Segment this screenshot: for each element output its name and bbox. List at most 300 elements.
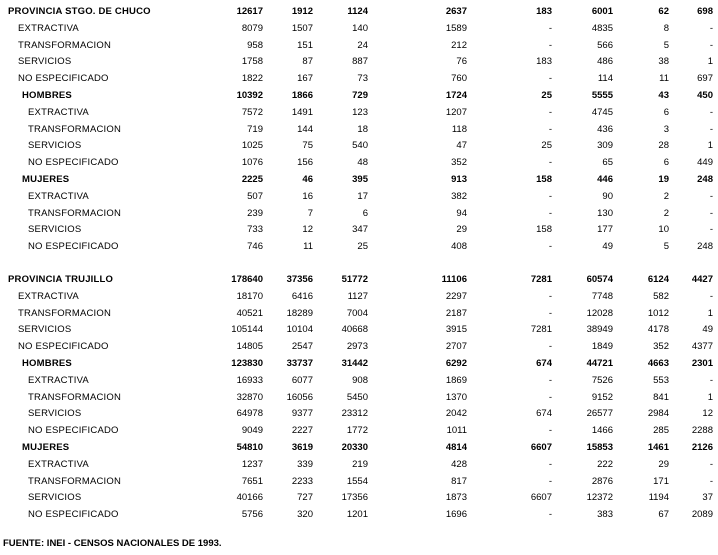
table-row [0, 121, 718, 138]
table-cell: 26577 [586, 408, 613, 420]
table-cell: 60574 [586, 274, 613, 285]
table-cell: 5555 [591, 90, 613, 101]
table-cell: - [548, 39, 552, 51]
table-cell: 2 [663, 207, 669, 219]
table-cell: 1696 [445, 509, 467, 521]
table-cell: 40521 [236, 307, 263, 319]
table-cell: 16056 [286, 391, 313, 403]
table-cell: 2547 [291, 341, 313, 353]
row-label: MUJERES [22, 442, 70, 453]
table-cell: 2126 [691, 442, 713, 453]
table-cell: 3915 [445, 324, 467, 336]
table-cell: 38 [658, 56, 669, 68]
table-cell: 1127 [347, 290, 368, 302]
table-cell: 46 [302, 174, 313, 185]
table-cell: 2984 [647, 408, 669, 420]
table-cell: 2288 [691, 425, 713, 437]
table-cell: 6001 [591, 6, 613, 17]
table-cell: 37 [702, 492, 713, 504]
table-cell: 24 [357, 39, 368, 51]
table-cell: 566 [597, 39, 613, 51]
table-cell: - [548, 157, 552, 169]
table-cell: - [548, 391, 552, 403]
table-cell: 6 [362, 207, 368, 219]
row-label: SERVICIOS [28, 492, 82, 504]
table-cell: 4814 [445, 442, 467, 453]
table-cell: 347 [352, 224, 368, 236]
table-cell: 8 [663, 22, 669, 34]
table-cell: 20330 [341, 442, 368, 453]
table-cell: 2707 [445, 341, 467, 353]
row-label: NO ESPECIFICADO [18, 73, 109, 85]
row-label: TRANSFORMACION [18, 39, 112, 51]
table-row [0, 271, 718, 288]
table-cell: 727 [297, 492, 313, 504]
table-cell: 6607 [530, 442, 552, 453]
table-cell: 90 [602, 190, 613, 202]
table-cell: 2 [663, 190, 669, 202]
table-row [0, 506, 718, 523]
row-label: SERVICIOS [18, 56, 72, 68]
table-cell: 248 [697, 241, 713, 253]
table-cell: 10 [658, 224, 669, 236]
table-cell: 2876 [591, 475, 613, 487]
table-cell: 6077 [291, 374, 313, 386]
table-cell: 222 [597, 458, 613, 470]
table-cell: 1772 [346, 425, 368, 437]
table-cell: 14805 [236, 341, 263, 353]
table-cell: - [548, 123, 552, 135]
row-label: SERVICIOS [28, 224, 82, 236]
table-cell: 7281 [530, 274, 552, 285]
table-cell: 7 [307, 207, 313, 219]
table-cell: 446 [597, 174, 613, 185]
row-label: NO ESPECIFICADO [28, 425, 119, 437]
table-cell: 8079 [241, 22, 263, 34]
table-cell: - [548, 106, 552, 118]
table-cell: 1012 [647, 307, 669, 319]
table-cell: 1589 [445, 22, 467, 34]
table-cell: 4427 [691, 274, 713, 285]
table-cell: 18170 [236, 290, 263, 302]
table-cell: 239 [247, 207, 263, 219]
table-cell: - [548, 509, 552, 521]
table-cell: 2187 [445, 307, 467, 319]
table-cell: 285 [653, 425, 669, 437]
row-label: TRANSFORMACION [18, 307, 112, 319]
table-cell: 7281 [530, 324, 552, 336]
table-cell: 67 [658, 509, 669, 521]
table-cell: 1237 [241, 458, 263, 470]
table-cell: 817 [451, 475, 467, 487]
table-cell: 49 [602, 241, 613, 253]
table-cell: 140 [352, 22, 368, 34]
table-cell: 913 [451, 174, 467, 185]
table-row [0, 321, 718, 338]
table-cell: 40668 [341, 324, 368, 336]
table-cell: 183 [536, 6, 552, 17]
table-cell: 11 [659, 73, 669, 85]
table-cell: 1076 [241, 157, 263, 169]
table-cell: 1124 [347, 6, 368, 17]
table-cell: 4178 [647, 324, 669, 336]
table-cell: 25 [541, 140, 552, 152]
source-note: FUENTE: INEI - CENSOS NACIONALES DE 1993. [3, 538, 222, 549]
table-cell: 486 [597, 56, 613, 68]
table-cell: 17356 [341, 492, 368, 504]
table-cell: 62 [658, 6, 669, 17]
table-cell: 729 [352, 90, 368, 101]
table-cell: 11106 [441, 274, 467, 285]
table-cell: 130 [597, 207, 613, 219]
table-cell: 507 [247, 190, 263, 202]
table-cell: - [548, 22, 552, 34]
table-cell: 1370 [445, 391, 467, 403]
table-row [0, 305, 718, 322]
row-label: MUJERES [22, 174, 70, 185]
table-cell: 3619 [291, 442, 313, 453]
table-row [0, 37, 718, 54]
row-label: SERVICIOS [18, 324, 72, 336]
table-cell: - [709, 39, 713, 51]
table-cell: 7651 [241, 475, 263, 487]
table-cell: - [709, 290, 713, 302]
table-cell: 6607 [530, 492, 552, 504]
table-cell: 7572 [241, 106, 263, 118]
table-cell: - [709, 207, 713, 219]
table-row [0, 405, 718, 422]
table-row [0, 53, 718, 70]
table-cell: 7004 [346, 307, 368, 319]
table-cell: 248 [697, 174, 713, 185]
table-row [0, 389, 718, 406]
table-cell: 118 [451, 123, 467, 135]
row-label: TRANSFORMACION [28, 391, 122, 403]
table-cell: 1461 [647, 442, 669, 453]
row-label: EXTRACTIVA [28, 106, 89, 118]
table-cell: 2233 [291, 475, 313, 487]
table-cell: 28 [658, 140, 669, 152]
table-cell: 449 [697, 157, 713, 169]
table-cell: 73 [357, 73, 368, 85]
table-cell: 3 [663, 123, 669, 135]
table-cell: 12372 [586, 492, 613, 504]
table-cell: 2225 [241, 174, 263, 185]
table-cell: 2637 [445, 6, 467, 17]
table-cell: 5 [663, 241, 669, 253]
table-cell: 553 [653, 374, 669, 386]
table-cell: 4835 [591, 22, 613, 34]
table-cell: 339 [297, 458, 313, 470]
table-cell: 12 [702, 408, 713, 420]
table-row [0, 456, 718, 473]
table-cell: 49 [702, 324, 713, 336]
table-cell: 10104 [286, 324, 313, 336]
table-cell: 887 [352, 56, 368, 68]
table-cell: 6124 [647, 274, 669, 285]
table-cell: - [548, 190, 552, 202]
table-cell: 2042 [445, 408, 467, 420]
table-row [0, 439, 718, 456]
row-label: HOMBRES [22, 90, 72, 101]
table-cell: 11 [303, 241, 313, 253]
table-cell: 54810 [236, 442, 263, 453]
table-cell: 2301 [691, 358, 713, 369]
table-cell: 23312 [341, 408, 368, 420]
table-cell: 15853 [586, 442, 613, 453]
table-cell: 7748 [591, 290, 613, 302]
row-label: EXTRACTIVA [28, 374, 89, 386]
table-cell: 352 [451, 157, 467, 169]
table-cell: 1866 [291, 90, 313, 101]
row-label: TRANSFORMACION [28, 123, 122, 135]
table-cell: 18289 [286, 307, 313, 319]
table-cell: 12 [302, 224, 313, 236]
table-cell: 76 [456, 56, 467, 68]
table-cell: 32870 [236, 391, 263, 403]
table-cell: 123 [352, 106, 368, 118]
table-cell: 1491 [291, 106, 313, 118]
table-cell: 177 [597, 224, 613, 236]
table-cell: 733 [247, 224, 263, 236]
table-cell: 167 [297, 73, 313, 85]
table-cell: 9049 [241, 425, 263, 437]
table-cell: 51772 [341, 274, 368, 285]
table-cell: - [709, 224, 713, 236]
table-cell: 1912 [291, 6, 313, 17]
table-cell: 6292 [445, 358, 467, 369]
table-cell: 105144 [231, 324, 263, 336]
table-row [0, 171, 718, 188]
row-label: EXTRACTIVA [28, 190, 89, 202]
row-label: TRANSFORMACION [28, 207, 122, 219]
table-cell: 395 [352, 174, 368, 185]
table-cell: 123830 [231, 358, 263, 369]
table-cell: - [548, 290, 552, 302]
table-row [0, 355, 718, 372]
table-cell: - [548, 425, 552, 437]
table-cell: 158 [536, 174, 552, 185]
table-cell: 1 [707, 140, 713, 152]
row-label: EXTRACTIVA [18, 290, 79, 302]
row-label: TRANSFORMACION [28, 475, 122, 487]
table-cell: 6 [663, 157, 669, 169]
table-cell: 1 [707, 307, 713, 319]
table-cell: 436 [597, 123, 613, 135]
table-cell: 746 [247, 241, 263, 253]
table-cell: - [709, 458, 713, 470]
table-row [0, 372, 718, 389]
table-cell: 212 [451, 39, 467, 51]
table-cell: 16 [302, 190, 313, 202]
table-row [0, 338, 718, 355]
table-cell: 1207 [445, 106, 467, 118]
table-row [0, 70, 718, 87]
table-cell: - [548, 475, 552, 487]
table-cell: 582 [653, 290, 669, 302]
table-cell: 12028 [586, 307, 613, 319]
table-cell: 40166 [236, 492, 263, 504]
table-cell: 674 [536, 358, 552, 369]
table-cell: 178640 [231, 274, 263, 285]
table-cell: 16933 [236, 374, 263, 386]
table-cell: 75 [302, 140, 313, 152]
table-cell: 219 [352, 458, 368, 470]
table-cell: 698 [697, 6, 713, 17]
table-cell: 697 [697, 73, 713, 85]
table-cell: 12617 [236, 6, 263, 17]
table-cell: 841 [653, 391, 669, 403]
table-cell: 29 [456, 224, 467, 236]
table-cell: 1849 [591, 341, 613, 353]
table-cell: - [548, 341, 552, 353]
table-cell: 2089 [691, 509, 713, 521]
table-cell: 309 [597, 140, 613, 152]
table-cell: 428 [451, 458, 467, 470]
table-cell: 29 [658, 458, 669, 470]
row-label: NO ESPECIFICADO [28, 157, 119, 169]
table-cell: 320 [297, 509, 313, 521]
table-row [0, 221, 718, 238]
table-cell: 383 [597, 509, 613, 521]
table-cell: 37356 [286, 274, 313, 285]
table-cell: 2973 [346, 341, 368, 353]
table-cell: 25 [541, 90, 552, 101]
table-cell: 144 [297, 123, 313, 135]
row-label: SERVICIOS [28, 408, 82, 420]
table-cell: 1873 [445, 492, 467, 504]
table-cell: 1554 [346, 475, 368, 487]
table-cell: - [548, 73, 552, 85]
row-label: NO ESPECIFICADO [28, 241, 119, 253]
table-cell: 382 [451, 190, 467, 202]
table-row [0, 20, 718, 37]
table-cell: 2227 [291, 425, 313, 437]
table-row [0, 473, 718, 490]
table-cell: 674 [536, 408, 552, 420]
table-cell: 158 [536, 224, 552, 236]
table-cell: 4745 [591, 106, 613, 118]
table-cell: 64978 [236, 408, 263, 420]
table-cell: - [548, 241, 552, 253]
table-cell: 1758 [241, 56, 263, 68]
table-cell: 4663 [647, 358, 669, 369]
table-cell: 1869 [445, 374, 467, 386]
table-cell: 114 [597, 73, 613, 85]
table-cell: 1466 [591, 425, 613, 437]
table-row [0, 188, 718, 205]
table-cell: 1025 [241, 140, 263, 152]
table-cell: 1011 [446, 425, 467, 437]
table-cell: 17 [357, 190, 368, 202]
table-cell: 156 [297, 157, 313, 169]
table-cell: 10392 [236, 90, 263, 101]
table-cell: 908 [352, 374, 368, 386]
table-cell: 1194 [648, 492, 669, 504]
table-cell: 1507 [291, 22, 313, 34]
table-cell: 19 [658, 174, 669, 185]
row-label: HOMBRES [22, 358, 72, 369]
table-cell: 33737 [286, 358, 313, 369]
table-cell: - [709, 123, 713, 135]
table-row [0, 154, 718, 171]
table-row [0, 87, 718, 104]
row-label: EXTRACTIVA [28, 458, 89, 470]
table-row [0, 104, 718, 121]
table-cell: 87 [302, 56, 313, 68]
table-row [0, 137, 718, 154]
table-cell: 9152 [591, 391, 613, 403]
table-row [0, 489, 718, 506]
row-label: PROVINCIA TRUJILLO [8, 274, 114, 285]
row-label: NO ESPECIFICADO [18, 341, 109, 353]
table-cell: 450 [697, 90, 713, 101]
table-cell: 9377 [291, 408, 313, 420]
table-cell: 171 [653, 475, 669, 487]
table-cell: 540 [352, 140, 368, 152]
table-cell: 151 [297, 39, 313, 51]
table-cell: - [548, 207, 552, 219]
table-cell: 2297 [445, 290, 467, 302]
table-row [0, 205, 718, 222]
table-cell: 5 [663, 39, 669, 51]
table-cell: - [709, 374, 713, 386]
table-cell: 4377 [691, 341, 713, 353]
table-cell: - [548, 307, 552, 319]
table-cell: 183 [536, 56, 552, 68]
table-row [0, 288, 718, 305]
row-label: NO ESPECIFICADO [28, 509, 119, 521]
table-cell: 47 [456, 140, 467, 152]
table-cell: 94 [456, 207, 467, 219]
table-cell: 1201 [346, 509, 368, 521]
table-cell: 18 [357, 123, 368, 135]
table-cell: 44721 [586, 358, 613, 369]
table-cell: 760 [451, 73, 467, 85]
table-cell: - [709, 22, 713, 34]
table-cell: 43 [658, 90, 669, 101]
table-cell: 1724 [445, 90, 467, 101]
table-cell: 65 [602, 157, 613, 169]
table-cell: 408 [451, 241, 467, 253]
table-cell: 719 [247, 123, 263, 135]
table-cell: 1 [707, 391, 713, 403]
table-cell: 6 [663, 106, 669, 118]
table-cell: 352 [653, 341, 669, 353]
row-label: PROVINCIA STGO. DE CHUCO [8, 6, 151, 17]
table-cell: 5450 [346, 391, 368, 403]
table-cell: 31442 [341, 358, 368, 369]
table-cell: - [709, 190, 713, 202]
table-cell: 1822 [241, 73, 263, 85]
row-label: EXTRACTIVA [18, 22, 79, 34]
table-cell: - [709, 475, 713, 487]
table-cell: 5756 [241, 509, 263, 521]
table-cell: 958 [247, 39, 263, 51]
table-row [0, 238, 718, 255]
table-row [0, 3, 718, 20]
table-cell: 38949 [586, 324, 613, 336]
table-cell: 6416 [291, 290, 313, 302]
table-cell: 48 [357, 157, 368, 169]
table-cell: 25 [357, 241, 368, 253]
table-row [0, 422, 718, 439]
table-cell: 1 [707, 56, 713, 68]
row-label: SERVICIOS [28, 140, 82, 152]
table-cell: - [709, 106, 713, 118]
table-cell: - [548, 458, 552, 470]
table-cell: 7526 [591, 374, 613, 386]
